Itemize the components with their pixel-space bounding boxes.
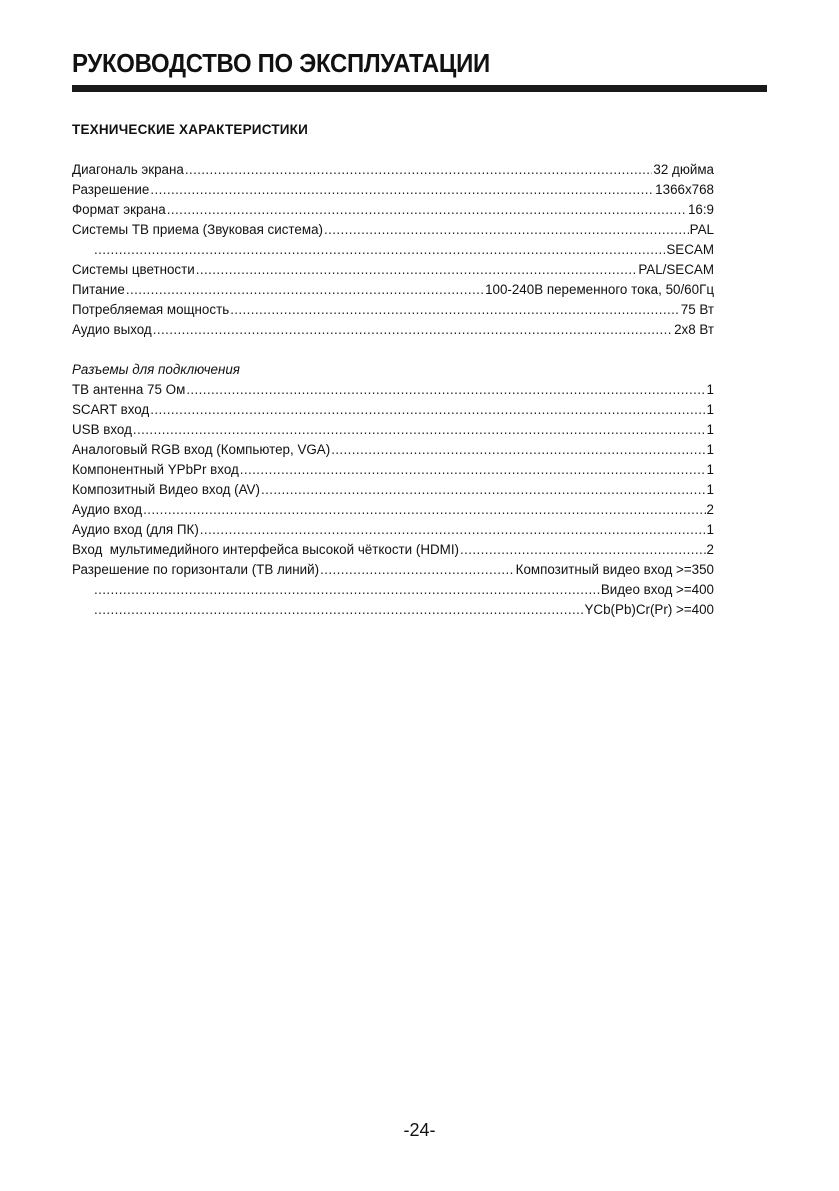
leader-dots xyxy=(167,200,687,220)
spec-label: Разрешение xyxy=(72,182,150,197)
leader-dots xyxy=(230,300,680,320)
spec-row xyxy=(72,280,714,300)
spec-label: Системы цветности xyxy=(72,262,195,277)
connector-label: Компонентный YPbPr вход xyxy=(72,462,239,477)
connector-label: Аналоговый RGB вход (Компьютер, VGA) xyxy=(72,442,331,457)
leader-dots xyxy=(153,320,673,340)
spec-value: 16:9 xyxy=(687,202,714,217)
leader-dots xyxy=(150,180,654,200)
spec-label: Аудио выход xyxy=(72,322,152,337)
connector-label: Аудио вход xyxy=(72,502,143,517)
leader-dots xyxy=(324,220,689,240)
connector-value: 1 xyxy=(706,422,714,437)
leader-dots xyxy=(143,500,705,520)
connector-value: 1 xyxy=(706,442,714,457)
connector-row xyxy=(72,600,714,620)
connector-row xyxy=(72,440,714,460)
spec-list xyxy=(72,160,714,340)
connector-row xyxy=(72,520,714,540)
leader-dots xyxy=(185,160,653,180)
connector-value: YCb(Pb)Cr(Pr) >=400 xyxy=(584,602,714,617)
leader-dots xyxy=(186,380,705,400)
leader-dots xyxy=(240,460,706,480)
connector-label: SCART вход xyxy=(72,402,150,417)
spec-row xyxy=(72,220,714,240)
spec-value: SECAM xyxy=(666,242,714,257)
spec-label: Диагональ экрана xyxy=(72,162,184,177)
spec-row xyxy=(72,180,714,200)
connector-value: 1 xyxy=(706,462,714,477)
connector-label: ТВ антенна 75 Ом xyxy=(72,382,186,397)
spec-label: Системы ТВ приема (Звуковая система) xyxy=(72,222,323,237)
spec-row xyxy=(72,260,714,280)
spec-value: 32 дюйма xyxy=(653,162,714,177)
leader-dots xyxy=(150,400,705,420)
spec-value: PAL/SECAM xyxy=(638,262,714,277)
connector-value: Видео вход >=400 xyxy=(600,582,714,597)
leader-dots xyxy=(94,580,600,600)
spec-row xyxy=(72,300,714,320)
connector-value: 1 xyxy=(706,382,714,397)
connector-label: Аудио вход (для ПК) xyxy=(72,522,199,537)
section-title: ТЕХНИЧЕСКИЕ ХАРАКТЕРИСТИКИ xyxy=(72,122,309,137)
spec-value: 1366x768 xyxy=(655,182,714,197)
connector-label: USB вход xyxy=(72,422,132,437)
connector-row xyxy=(72,460,714,480)
leader-dots xyxy=(126,280,484,300)
connector-value: 1 xyxy=(706,522,714,537)
connector-row xyxy=(72,420,714,440)
page-title: РУКОВОДСТВО ПО ЭКСПЛУАТАЦИИ xyxy=(72,48,490,78)
spec-value: 75 Вт xyxy=(680,302,714,317)
leader-dots xyxy=(133,420,706,440)
spec-label: Формат экрана xyxy=(72,202,166,217)
connector-row xyxy=(72,580,714,600)
leader-dots xyxy=(200,520,706,540)
page-number: -24- xyxy=(403,1120,436,1140)
leader-dots xyxy=(460,540,706,560)
connector-value: 2 xyxy=(706,502,714,517)
spec-row xyxy=(72,240,714,260)
spec-row xyxy=(72,200,714,220)
connector-value: 2 xyxy=(706,542,714,557)
connector-value: 1 xyxy=(706,482,714,497)
connector-row xyxy=(72,480,714,500)
connector-row xyxy=(72,540,714,560)
spec-label: Потребляемая мощность xyxy=(72,302,230,317)
connectors-section xyxy=(72,360,714,620)
connector-label: Разрешение по горизонтали (ТВ линий) xyxy=(72,562,320,577)
connectors-title: Разъемы для подключения xyxy=(72,362,240,377)
header-rule xyxy=(72,85,767,92)
leader-dots xyxy=(94,600,584,620)
connector-row xyxy=(72,500,714,520)
spec-row xyxy=(72,160,714,180)
leader-dots xyxy=(320,560,515,580)
leader-dots xyxy=(331,440,705,460)
connector-label: Вход мультимедийного интерфейса высокой чёткости (HDMI) xyxy=(72,542,459,557)
connector-value: 1 xyxy=(706,402,714,417)
leader-dots xyxy=(94,240,665,260)
spec-value: PAL xyxy=(689,222,714,237)
connector-row xyxy=(72,400,714,420)
leader-dots xyxy=(261,480,706,500)
connector-row xyxy=(72,560,714,580)
spec-label: Питание xyxy=(72,282,125,297)
spec-value: 2x8 Вт xyxy=(674,322,714,337)
connector-row xyxy=(72,380,714,400)
leader-dots xyxy=(196,260,638,280)
spec-row xyxy=(72,320,714,340)
spec-value: 100-240В переменного тока, 50/60Гц xyxy=(485,282,714,297)
connector-value: Композитный видео вход >=350 xyxy=(515,562,714,577)
connector-label: Композитный Видео вход (AV) xyxy=(72,482,260,497)
